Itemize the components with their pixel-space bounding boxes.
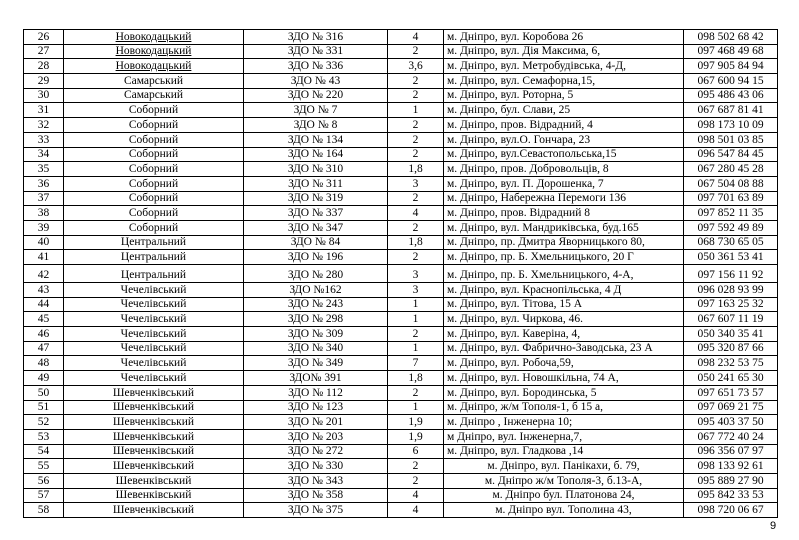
address-cell: м. Дніпро, вул. Каверіна, 4,	[444, 327, 684, 342]
kindergarten-cell: ЗДО № 203	[244, 429, 388, 444]
district-cell: Центральний	[64, 235, 244, 250]
groups-cell: 2	[388, 473, 444, 488]
address-cell: м. Дніпро, вул. Робоча,59,	[444, 356, 684, 371]
groups-cell: 3	[388, 283, 444, 298]
table-row	[24, 356, 778, 371]
table-row	[24, 429, 778, 444]
phone-cell: 097 468 49 68	[684, 44, 778, 59]
table-row	[24, 400, 778, 415]
row-number-cell: 49	[24, 371, 64, 386]
table-row	[24, 385, 778, 400]
address-cell: м. Дніпро, вул. П. Дорошенка, 7	[444, 176, 684, 191]
address-cell: м. Дніпро, пров. Добровольців, 8	[444, 162, 684, 177]
row-number-cell: 37	[24, 191, 64, 206]
address-cell: м. Дніпро вул. Тополина 43,	[444, 503, 684, 518]
phone-cell: 098 133 92 61	[684, 459, 778, 474]
address-cell: м. Дніпро, бул. Слави, 25	[444, 103, 684, 118]
district-cell: Новокодацький	[64, 44, 244, 59]
district-cell: Шевченківський	[64, 503, 244, 518]
table-row	[24, 473, 778, 488]
groups-cell: 1,9	[388, 415, 444, 430]
kindergarten-cell: ЗДО № 8	[244, 118, 388, 133]
table-row	[24, 162, 778, 177]
groups-cell: 3,6	[388, 59, 444, 74]
row-number-cell: 35	[24, 162, 64, 177]
district-cell: Соборний	[64, 118, 244, 133]
phone-cell: 097 163 25 32	[684, 297, 778, 312]
row-number-cell: 42	[24, 265, 64, 283]
groups-cell: 2	[388, 385, 444, 400]
district-cell: Шевченківський	[64, 459, 244, 474]
row-number-cell: 54	[24, 444, 64, 459]
kindergarten-cell: ЗДО № 331	[244, 44, 388, 59]
groups-cell: 2	[388, 459, 444, 474]
row-number-cell: 33	[24, 132, 64, 147]
district-cell: Шевченківський	[64, 444, 244, 459]
phone-cell: 095 486 43 06	[684, 88, 778, 103]
groups-cell: 4	[388, 503, 444, 518]
phone-cell: 096 547 84 45	[684, 147, 778, 162]
table-row	[24, 371, 778, 386]
district-cell: Шевченківський	[64, 429, 244, 444]
table-row	[24, 488, 778, 503]
district-cell: Центральний	[64, 265, 244, 283]
row-number-cell: 32	[24, 118, 64, 133]
row-number-cell: 38	[24, 206, 64, 221]
district-cell: Новокодацький	[64, 59, 244, 74]
row-number-cell: 57	[24, 488, 64, 503]
kindergarten-cell: ЗДО № 134	[244, 132, 388, 147]
table-row	[24, 415, 778, 430]
groups-cell: 2	[388, 250, 444, 265]
table-row	[24, 206, 778, 221]
kindergarten-cell: ЗДО № 311	[244, 176, 388, 191]
groups-cell: 2	[388, 88, 444, 103]
kindergarten-cell: ЗДО № 309	[244, 327, 388, 342]
district-cell: Соборний	[64, 206, 244, 221]
district-cell: Шевченківський	[64, 385, 244, 400]
address-cell: м. Дніпро, Набережна Перемоги 136	[444, 191, 684, 206]
groups-cell: 2	[388, 44, 444, 59]
groups-cell: 3	[388, 176, 444, 191]
phone-cell: 098 502 68 42	[684, 30, 778, 45]
kindergarten-cell: ЗДО№ 391	[244, 371, 388, 386]
district-cell: Соборний	[64, 162, 244, 177]
kindergarten-cell: ЗДО № 112	[244, 385, 388, 400]
district-cell: Чечелівський	[64, 312, 244, 327]
row-number-cell: 55	[24, 459, 64, 474]
table-row	[24, 132, 778, 147]
table-row	[24, 444, 778, 459]
address-cell: м. Дніпро , Інженерна 10;	[444, 415, 684, 430]
address-cell: м. Дніпро, вул. Гладкова ,14	[444, 444, 684, 459]
address-cell: м. Дніпро, вул. Краснопільська, 4 Д	[444, 283, 684, 298]
row-number-cell: 34	[24, 147, 64, 162]
groups-cell: 4	[388, 30, 444, 45]
row-number-cell: 46	[24, 327, 64, 342]
address-cell: м. Дніпро, ж/м Тополя-1, б 15 а,	[444, 400, 684, 415]
kindergarten-cell: ЗДО № 272	[244, 444, 388, 459]
row-number-cell: 51	[24, 400, 64, 415]
district-cell: Шевченківський	[64, 400, 244, 415]
row-number-cell: 56	[24, 473, 64, 488]
phone-cell: 097 905 84 94	[684, 59, 778, 74]
table-row	[24, 44, 778, 59]
groups-cell: 1,8	[388, 162, 444, 177]
row-number-cell: 31	[24, 103, 64, 118]
district-cell: Центральний	[64, 250, 244, 265]
groups-cell: 2	[388, 327, 444, 342]
address-cell: м. Дніпро, вул. Метробудівська, 4-Д,	[444, 59, 684, 74]
district-cell: Новокодацький	[64, 30, 244, 45]
table-row	[24, 147, 778, 162]
address-cell: м. Дніпро, вул.О. Гончара, 23	[444, 132, 684, 147]
groups-cell: 1	[388, 341, 444, 356]
address-cell: м. Дніпро, вул. Фабрично-Заводська, 23 А	[444, 341, 684, 356]
row-number-cell: 50	[24, 385, 64, 400]
row-number-cell: 28	[24, 59, 64, 74]
address-cell: м. Дніпро, вул. Роторна, 5	[444, 88, 684, 103]
address-cell: м. Дніпро, вул. Чиркова, 46.	[444, 312, 684, 327]
district-cell: Соборний	[64, 220, 244, 235]
phone-cell: 098 501 03 85	[684, 132, 778, 147]
phone-cell: 067 504 08 88	[684, 176, 778, 191]
address-cell: м. Дніпро ж/м Тополя-3, б.13-А,	[444, 473, 684, 488]
row-number-cell: 40	[24, 235, 64, 250]
district-cell: Самарський	[64, 88, 244, 103]
table-row	[24, 74, 778, 89]
phone-cell: 096 028 93 99	[684, 283, 778, 298]
groups-cell: 2	[388, 220, 444, 235]
table-row	[24, 459, 778, 474]
kindergarten-cell: ЗДО № 164	[244, 147, 388, 162]
district-cell: Соборний	[64, 147, 244, 162]
district-cell: Чечелівський	[64, 341, 244, 356]
row-number-cell: 26	[24, 30, 64, 45]
phone-cell: 067 687 81 41	[684, 103, 778, 118]
phone-cell: 095 889 27 90	[684, 473, 778, 488]
kindergarten-table	[23, 29, 778, 518]
kindergarten-cell: ЗДО № 349	[244, 356, 388, 371]
address-cell: м. Дніпро, пр. Б. Хмельницького, 20 Г	[444, 250, 684, 265]
kindergarten-cell: ЗДО № 347	[244, 220, 388, 235]
address-cell: м. Дніпро, пр. Дмитра Яворницького 80,	[444, 235, 684, 250]
district-cell: Соборний	[64, 132, 244, 147]
table-row	[24, 103, 778, 118]
row-number-cell: 30	[24, 88, 64, 103]
kindergarten-cell: ЗДО № 43	[244, 74, 388, 89]
address-cell: м. Дніпро, вул. Тітова, 15 А	[444, 297, 684, 312]
kindergarten-cell: ЗДО № 316	[244, 30, 388, 45]
kindergarten-cell: ЗДО № 196	[244, 250, 388, 265]
address-cell: м. Дніпро, вул. Семафорна,15,	[444, 74, 684, 89]
phone-cell: 050 241 65 30	[684, 371, 778, 386]
kindergarten-cell: ЗДО № 84	[244, 235, 388, 250]
table-row	[24, 327, 778, 342]
address-cell: м Дніпро, вул. Інженерна,7,	[444, 429, 684, 444]
kindergarten-cell: ЗДО № 319	[244, 191, 388, 206]
district-cell: Чечелівський	[64, 283, 244, 298]
groups-cell: 6	[388, 444, 444, 459]
phone-cell: 095 842 33 53	[684, 488, 778, 503]
row-number-cell: 52	[24, 415, 64, 430]
kindergarten-cell: ЗДО № 280	[244, 265, 388, 283]
address-cell: м. Дніпро бул. Платонова 24,	[444, 488, 684, 503]
groups-cell: 2	[388, 191, 444, 206]
page-number: 9	[770, 520, 777, 532]
table-row	[24, 297, 778, 312]
row-number-cell: 44	[24, 297, 64, 312]
groups-cell: 1	[388, 400, 444, 415]
row-number-cell: 47	[24, 341, 64, 356]
phone-cell: 097 701 63 89	[684, 191, 778, 206]
phone-cell: 097 651 73 57	[684, 385, 778, 400]
phone-cell: 067 607 11 19	[684, 312, 778, 327]
district-cell: Чечелівський	[64, 356, 244, 371]
address-cell: м. Дніпро, вул. Коробова 26	[444, 30, 684, 45]
groups-cell: 1,8	[388, 371, 444, 386]
kindergarten-cell: ЗДО № 358	[244, 488, 388, 503]
district-cell: Соборний	[64, 103, 244, 118]
groups-cell: 1	[388, 103, 444, 118]
row-number-cell: 43	[24, 283, 64, 298]
table-row	[24, 191, 778, 206]
groups-cell: 4	[388, 488, 444, 503]
kindergarten-cell: ЗДО № 123	[244, 400, 388, 415]
address-cell: м. Дніпро, вул. Панікахи, б. 79,	[444, 459, 684, 474]
row-number-cell: 53	[24, 429, 64, 444]
table-row	[24, 341, 778, 356]
phone-cell: 067 280 45 28	[684, 162, 778, 177]
table-row	[24, 503, 778, 518]
kindergarten-cell: ЗДО № 201	[244, 415, 388, 430]
kindergarten-cell: ЗДО № 340	[244, 341, 388, 356]
table-row	[24, 176, 778, 191]
groups-cell: 7	[388, 356, 444, 371]
address-cell: м. Дніпро, пров. Відрадний, 4	[444, 118, 684, 133]
kindergarten-cell: ЗДО № 336	[244, 59, 388, 74]
phone-cell: 068 730 65 05	[684, 235, 778, 250]
district-cell: Шевенківський	[64, 488, 244, 503]
phone-cell: 098 173 10 09	[684, 118, 778, 133]
kindergarten-cell: ЗДО № 337	[244, 206, 388, 221]
address-cell: м. Дніпро, пр. Б. Хмельницького, 4-А,	[444, 265, 684, 283]
row-number-cell: 29	[24, 74, 64, 89]
table-row	[24, 265, 778, 283]
table-row	[24, 220, 778, 235]
address-cell: м. Дніпро, вул. Новошкільна, 74 А,	[444, 371, 684, 386]
district-cell: Чечелівський	[64, 297, 244, 312]
groups-cell: 2	[388, 132, 444, 147]
groups-cell: 3	[388, 265, 444, 283]
district-cell: Чечелівський	[64, 371, 244, 386]
phone-cell: 098 232 53 75	[684, 356, 778, 371]
row-number-cell: 41	[24, 250, 64, 265]
kindergarten-cell: ЗДО № 220	[244, 88, 388, 103]
district-cell: Шевченківський	[64, 415, 244, 430]
phone-cell: 095 320 87 66	[684, 341, 778, 356]
phone-cell: 097 156 11 92	[684, 265, 778, 283]
table-row	[24, 312, 778, 327]
kindergarten-cell: ЗДО № 343	[244, 473, 388, 488]
row-number-cell: 58	[24, 503, 64, 518]
kindergarten-cell: ЗДО № 7	[244, 103, 388, 118]
table-row	[24, 59, 778, 74]
row-number-cell: 27	[24, 44, 64, 59]
groups-cell: 1,9	[388, 429, 444, 444]
kindergarten-cell: ЗДО № 310	[244, 162, 388, 177]
kindergarten-cell: ЗДО № 375	[244, 503, 388, 518]
phone-cell: 097 852 11 35	[684, 206, 778, 221]
address-cell: м. Дніпро, вул. Дія Максима, 6,	[444, 44, 684, 59]
table-row	[24, 30, 778, 45]
phone-cell: 095 403 37 50	[684, 415, 778, 430]
district-cell: Соборний	[64, 191, 244, 206]
groups-cell: 4	[388, 206, 444, 221]
phone-cell: 097 592 49 89	[684, 220, 778, 235]
kindergarten-cell: ЗДО № 330	[244, 459, 388, 474]
table-body	[24, 30, 778, 518]
table-row	[24, 118, 778, 133]
groups-cell: 2	[388, 147, 444, 162]
phone-cell: 050 340 35 41	[684, 327, 778, 342]
groups-cell: 2	[388, 118, 444, 133]
row-number-cell: 45	[24, 312, 64, 327]
table-row	[24, 283, 778, 298]
address-cell: м. Дніпро, вул. Бородинська, 5	[444, 385, 684, 400]
kindergarten-cell: ЗДО №162	[244, 283, 388, 298]
row-number-cell: 36	[24, 176, 64, 191]
groups-cell: 2	[388, 74, 444, 89]
district-cell: Соборний	[64, 176, 244, 191]
table-row	[24, 88, 778, 103]
address-cell: м. Дніпро, пров. Відрадний 8	[444, 206, 684, 221]
phone-cell: 067 600 94 15	[684, 74, 778, 89]
phone-cell: 098 720 06 67	[684, 503, 778, 518]
district-cell: Чечелівський	[64, 327, 244, 342]
groups-cell: 1	[388, 312, 444, 327]
kindergarten-cell: ЗДО № 243	[244, 297, 388, 312]
row-number-cell: 39	[24, 220, 64, 235]
phone-cell: 097 069 21 75	[684, 400, 778, 415]
table-row	[24, 250, 778, 265]
address-cell: м. Дніпро, вул.Севастопольська,15	[444, 147, 684, 162]
row-number-cell: 48	[24, 356, 64, 371]
district-cell: Шевенківський	[64, 473, 244, 488]
groups-cell: 1	[388, 297, 444, 312]
phone-cell: 096 356 07 97	[684, 444, 778, 459]
district-cell: Самарський	[64, 74, 244, 89]
groups-cell: 1,8	[388, 235, 444, 250]
phone-cell: 067 772 40 24	[684, 429, 778, 444]
phone-cell: 050 361 53 41	[684, 250, 778, 265]
table-row	[24, 235, 778, 250]
kindergarten-cell: ЗДО № 298	[244, 312, 388, 327]
address-cell: м. Дніпро, вул. Мандриківська, буд.165	[444, 220, 684, 235]
